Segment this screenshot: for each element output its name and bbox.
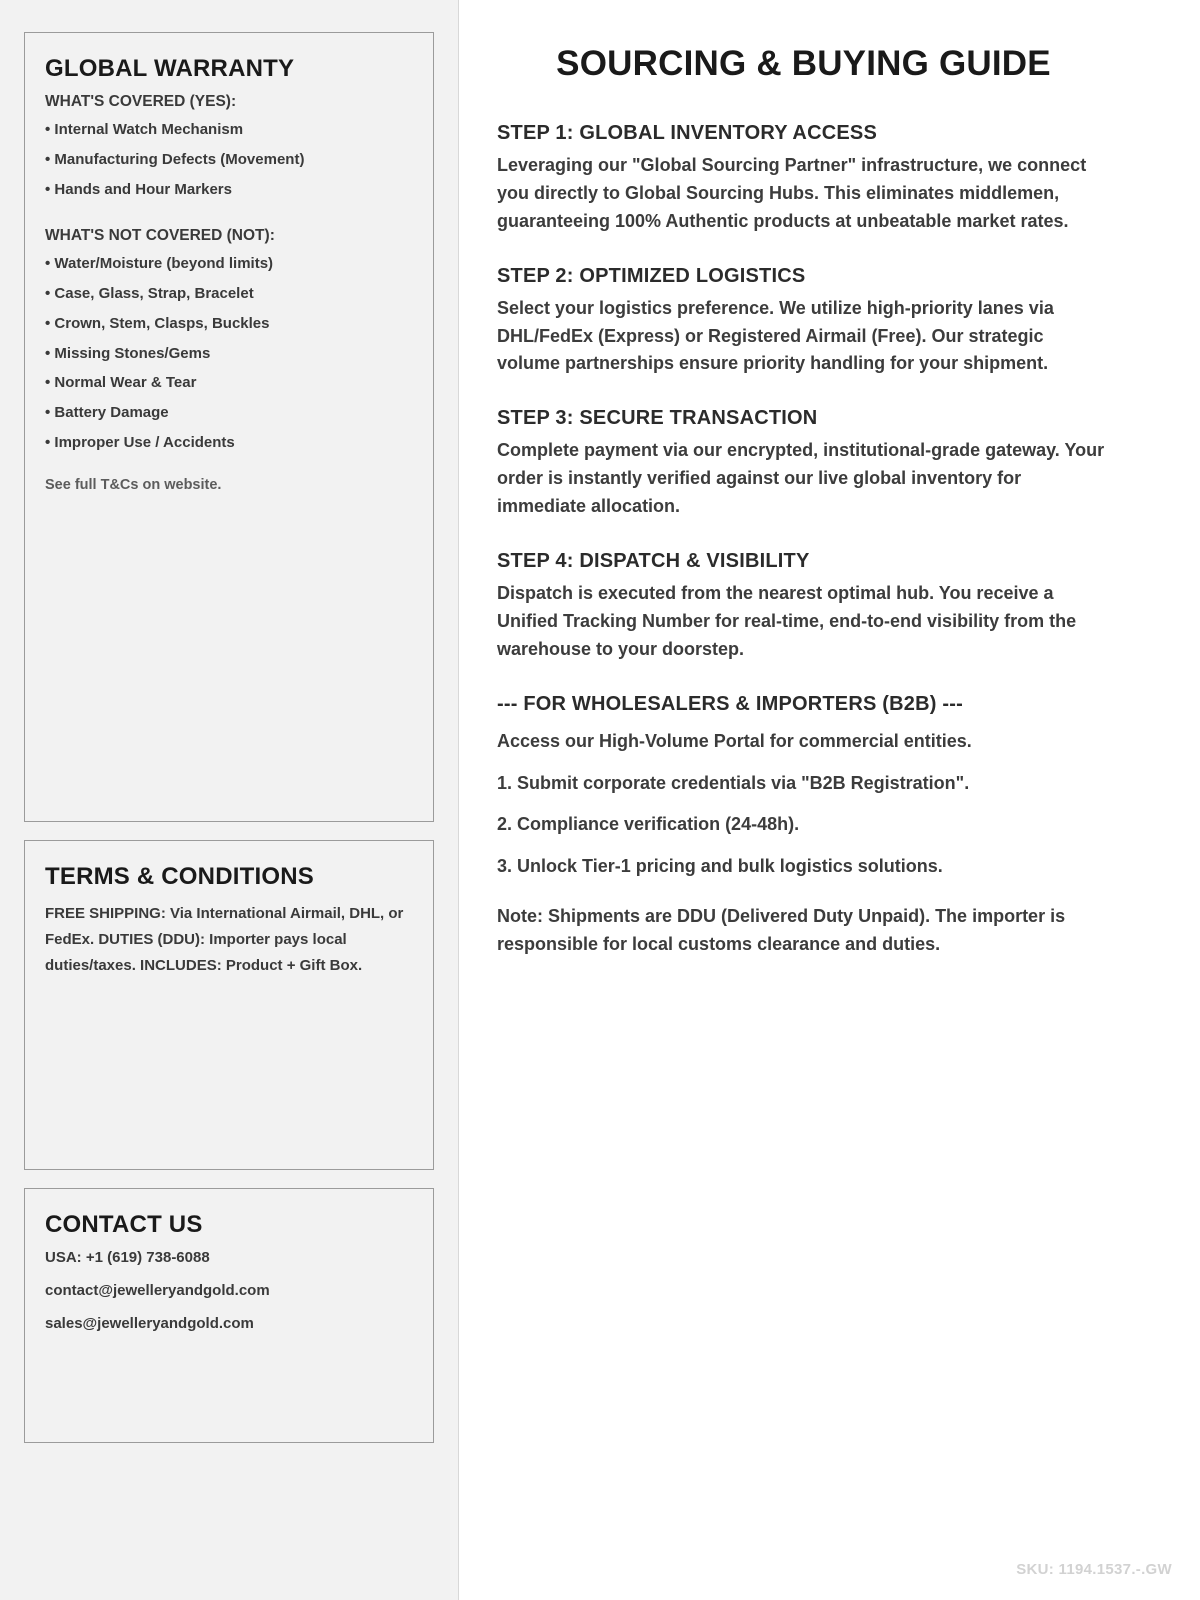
step-1-body: Leveraging our "Global Sourcing Partner" infrastructure, we connect you directly to Global Sourcing Hubs. This eliminates middlemen, guaranteeing 100% Authentic products at unbeatable market rates.: [497, 155, 1087, 231]
b2b-intro: Access our High-Volume Portal for commercial entities.: [497, 730, 972, 751]
step-4-heading: STEP 4: DISPATCH & VISIBILITY: [497, 550, 810, 573]
b2b-note: Note: Shipments are DDU (Delivered Duty Unpaid). The importer is responsible for local customs clearance and duties.: [497, 906, 1066, 955]
list-item: • Battery Damage: [45, 404, 169, 421]
warranty-covered-heading: WHAT'S COVERED (YES):: [45, 93, 237, 110]
warranty-not-covered-heading: WHAT'S NOT COVERED (NOT):: [45, 227, 275, 245]
step-3-heading: STEP 3: SECURE TRANSACTION: [497, 407, 818, 430]
list-item: • Case, Glass, Strap, Bracelet: [45, 285, 254, 302]
terms-title: TERMS & CONDITIONS: [45, 863, 314, 890]
list-item: 1. Submit corporate credentials via "B2B Registration".: [497, 772, 970, 793]
list-item: • Normal Wear & Tear: [45, 374, 197, 392]
contact-email-primary[interactable]: contact@jewelleryandgold.com: [45, 1282, 270, 1299]
list-item: • Water/Moisture (beyond limits): [45, 255, 274, 273]
contact-title: CONTACT US: [45, 1211, 203, 1238]
list-item: • Internal Watch Mechanism: [45, 121, 244, 138]
sku-label: SKU: 1194.1537.-.GW: [1016, 1561, 1172, 1578]
step-1-heading: STEP 1: GLOBAL INVENTORY ACCESS: [497, 122, 877, 144]
terms-panel: [24, 840, 434, 1170]
contact-panel: [24, 1188, 434, 1443]
terms-body: FREE SHIPPING: Via International Airmail, DHL, or FedEx. DUTIES (DDU): Importer pays local duties/taxes. INCLUDES: Product + Gift Box.: [45, 905, 404, 974]
list-item: 2. Compliance verification (24-48h).: [497, 814, 800, 835]
warranty-title: GLOBAL WARRANTY: [45, 55, 295, 82]
list-item: • Improper Use / Accidents: [45, 433, 235, 451]
guide-column: [459, 0, 1200, 1600]
warranty-panel: [24, 32, 434, 822]
list-item: • Manufacturing Defects (Movement): [45, 150, 305, 168]
step-4-body: Dispatch is executed from the nearest optimal hub. You receive a Unified Tracking Number for real-time, end-to-end visibility from the warehouse to your doorstep.: [497, 583, 1077, 659]
contact-phone[interactable]: USA: +1 (619) 738-6088: [45, 1249, 210, 1266]
list-item: • Missing Stones/Gems: [45, 344, 211, 362]
page-title: SOURCING & BUYING GUIDE: [556, 44, 1051, 83]
list-item: • Hands and Hour Markers: [45, 180, 232, 198]
list-item: • Crown, Stem, Clasps, Buckles: [45, 314, 270, 332]
step-3-body: Complete payment via our encrypted, institutional-grade gateway. Your order is instantly verified against our live global inventory for immediate allocation.: [497, 440, 1105, 517]
b2b-heading: --- FOR WHOLESALERS & IMPORTERS (B2B) ---: [497, 692, 963, 715]
step-2-body: Select your logistics preference. We utilize high-priority lanes via DHL/FedEx (Express) or Registered Airmail (Free). Our strategic volume partnerships ensure priority handling for your shipment.: [497, 297, 1054, 374]
left-sidebar: [0, 0, 459, 1600]
step-2-heading: STEP 2: OPTIMIZED LOGISTICS: [497, 264, 806, 287]
list-item: 3. Unlock Tier-1 pricing and bulk logistics solutions.: [497, 856, 943, 877]
warranty-footnote: See full T&Cs on website.: [45, 476, 222, 493]
contact-email-sales[interactable]: sales@jewelleryandgold.com: [45, 1315, 254, 1332]
